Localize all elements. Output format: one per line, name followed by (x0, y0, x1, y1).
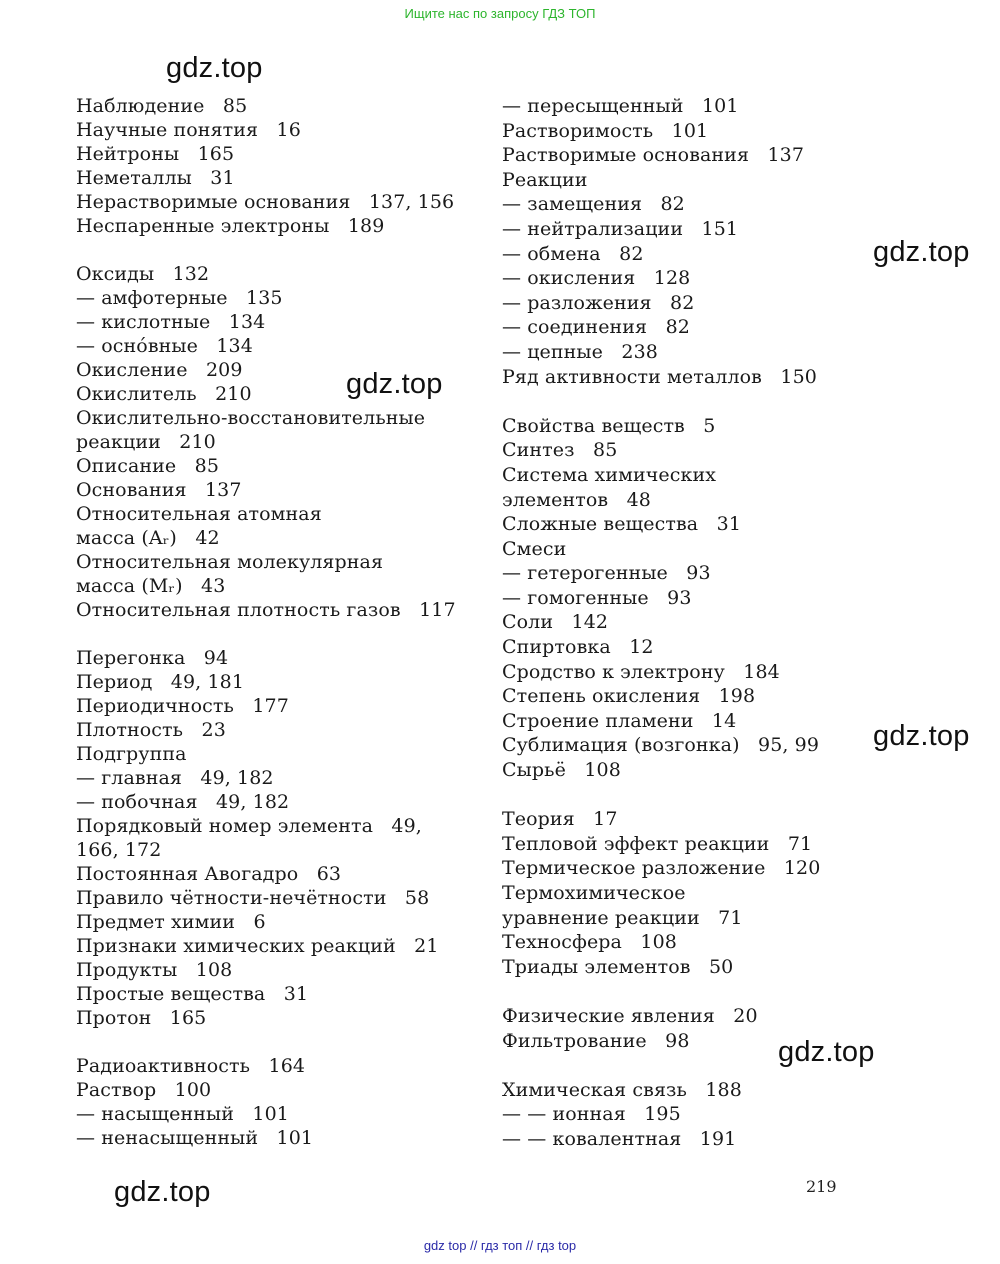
index-entry: Свойства веществ 5 (502, 414, 716, 437)
index-entry: — гетерогенные 93 (502, 562, 711, 585)
index-gap (76, 238, 486, 262)
index-column-right (502, 94, 902, 1152)
index-entry: реакции 210 (76, 431, 216, 453)
index-entry: — — ковалентная 191 (502, 1127, 737, 1150)
index-entry: Термохимическое (502, 882, 686, 904)
index-entry: Строение пламени 14 (502, 709, 737, 732)
index-entry: Растворимость 101 (502, 119, 709, 142)
index-entry: Спиртовка 12 (502, 636, 654, 659)
index-entry: Относительная молекулярная (76, 551, 384, 573)
index-gap (76, 1030, 486, 1054)
page-number: 219 (806, 1177, 837, 1196)
index-entry: Техносфера 108 (502, 931, 677, 954)
index-entry: Окисление 209 (76, 359, 243, 381)
search-banner: Ищите нас по запросу ГДЗ ТОП (404, 6, 596, 21)
index-entry: Перегонка 94 (76, 647, 229, 669)
index-entry: Относительная плотность газов 117 (76, 599, 456, 621)
watermark: gdz.top (114, 1176, 211, 1208)
index-entry: — окисления 128 (502, 267, 691, 290)
index-entry: Окислитель 210 (76, 383, 252, 405)
index-entry: Синтез 85 (502, 439, 618, 462)
index-entry: Продукты 108 (76, 959, 233, 981)
index-entry: Радиоактивность 164 (76, 1055, 306, 1077)
index-entry: Основания 137 (76, 479, 242, 501)
index-entry: — побочная 49, 182 (76, 791, 290, 813)
index-entry: — пересыщенный 101 (502, 95, 739, 117)
index-entry: Нерастворимые основания 137, 156 (76, 191, 455, 213)
index-entry: Плотность 23 (76, 719, 226, 741)
index-entry: — разложения 82 (502, 291, 695, 314)
index-entry: Сублимация (возгонка) 95, 99 (502, 734, 820, 757)
index-entry: Химическая связь 188 (502, 1078, 742, 1101)
index-entry: Постоянная Авогадро 63 (76, 863, 342, 885)
index-entry: — ненасыщенный 101 (76, 1127, 314, 1149)
index-entry: — главная 49, 182 (76, 767, 274, 789)
index-entry: Период 49, 181 (76, 671, 245, 693)
index-entry: Триады элементов 50 (502, 955, 734, 978)
index-entry: — — ионная 195 (502, 1103, 681, 1126)
index-entry: — гомогенные 93 (502, 586, 692, 609)
index-entry: уравнение реакции 71 (502, 906, 743, 929)
index-entry: Предмет химии 6 (76, 911, 266, 933)
index-entry: масса (Aᵣ) 42 (76, 527, 220, 549)
index-column-left (76, 94, 486, 1150)
index-entry: Нейтроны 165 (76, 143, 235, 165)
index-entry: Порядковый номер элемента 49, (76, 815, 422, 837)
index-entry: Ряд активности металлов 150 (502, 365, 817, 388)
index-entry: 166, 172 (76, 839, 162, 861)
index-entry: Описание 85 (76, 455, 220, 477)
index-entry: масса (Mᵣ) 43 (76, 575, 226, 597)
index-entry: Неспаренные электроны 189 (76, 215, 385, 237)
index-entry: Сложные вещества 31 (502, 513, 742, 536)
watermark: gdz.top (778, 1036, 875, 1068)
watermark: gdz.top (166, 52, 263, 84)
index-gap (76, 622, 486, 646)
index-entry: Тепловой эффект реакции 71 (502, 832, 813, 855)
index-entry: Термическое разложение 120 (502, 857, 821, 880)
index-entry: Теория 17 (502, 808, 618, 831)
index-gap (502, 389, 902, 414)
index-entry: Реакции (502, 168, 588, 191)
index-entry: Простые вещества 31 (76, 983, 309, 1005)
index-entry: Правило чётности-нечётности 58 (76, 887, 430, 909)
index-entry: Периодичность 177 (76, 695, 289, 717)
index-entry: Сродство к электрону 184 (502, 660, 780, 683)
index-entry: — цепные 238 (502, 340, 658, 363)
index-entry: Неметаллы 31 (76, 167, 235, 189)
watermark: gdz.top (346, 368, 443, 400)
index-entry: Соли 142 (502, 611, 609, 634)
index-entry: — соединения 82 (502, 316, 690, 339)
index-gap (502, 783, 902, 808)
watermark: gdz.top (873, 720, 970, 752)
index-entry: Смеси (502, 537, 567, 560)
index-entry: — осно́вные 134 (76, 335, 253, 357)
index-entry: Степень окисления 198 (502, 685, 756, 708)
footer-links: gdz top // гдз топ // гдз top (423, 1238, 577, 1253)
index-entry: — амфотерные 135 (76, 287, 283, 309)
index-entry: — кислотные 134 (76, 311, 266, 333)
index-entry: Растворимые основания 137 (502, 144, 805, 167)
index-entry: Физические явления 20 (502, 1004, 758, 1027)
index-entry: Оксиды 132 (76, 263, 210, 285)
index-entry: Система химических (502, 463, 717, 486)
index-entry: Наблюдение 85 (76, 95, 248, 117)
watermark: gdz.top (873, 236, 970, 268)
index-entry: — замещения 82 (502, 193, 685, 216)
index-entry: — нейтрализации 151 (502, 217, 739, 240)
index-entry: — обмена 82 (502, 242, 644, 265)
index-entry: Признаки химических реакций 21 (76, 935, 439, 957)
index-entry: элементов 48 (502, 488, 651, 511)
index-entry: Относительная атомная (76, 503, 322, 525)
index-entry: Научные понятия 16 (76, 119, 301, 141)
index-entry: Окислительно-восстановительные (76, 407, 426, 429)
index-entry: Сырьё 108 (502, 759, 621, 782)
index-entry: Подгруппа (76, 743, 187, 765)
index-entry: Фильтрование 98 (502, 1029, 690, 1052)
index-gap (502, 979, 902, 1004)
index-entry: Раствор 100 (76, 1079, 212, 1101)
index-entry: — насыщенный 101 (76, 1103, 289, 1125)
index-entry: Протон 165 (76, 1007, 207, 1029)
